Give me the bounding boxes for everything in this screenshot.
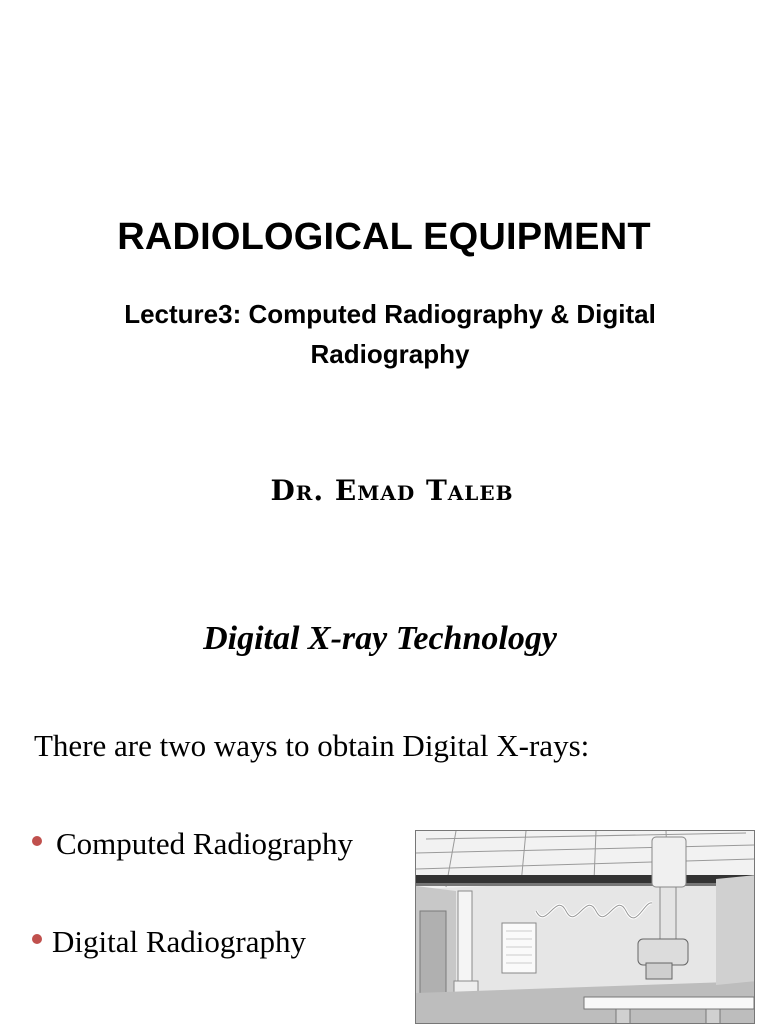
- bullet-list: [32, 826, 353, 972]
- author-name: Dr. Emad Taleb: [270, 474, 514, 507]
- list-item: [32, 924, 353, 972]
- xray-room-photo: [415, 830, 755, 1024]
- bullet-dot-icon: [32, 836, 42, 846]
- slide-title: RADIOLOGICAL EQUIPMENT: [117, 216, 651, 258]
- list-item: [32, 826, 353, 874]
- xray-room-illustration: [416, 831, 755, 1024]
- bullet-label: Computed Radiography: [56, 826, 354, 861]
- bullet-dot-icon: [32, 934, 42, 944]
- bullet-label: Digital Radiography: [52, 924, 306, 959]
- slide-subtitle: Lecture3: Computed Radiography & Digital Radiography: [124, 299, 656, 369]
- intro-text: There are two ways to obtain Digital X-rays:: [34, 728, 590, 763]
- section-heading: Digital X-ray Technology: [203, 620, 557, 657]
